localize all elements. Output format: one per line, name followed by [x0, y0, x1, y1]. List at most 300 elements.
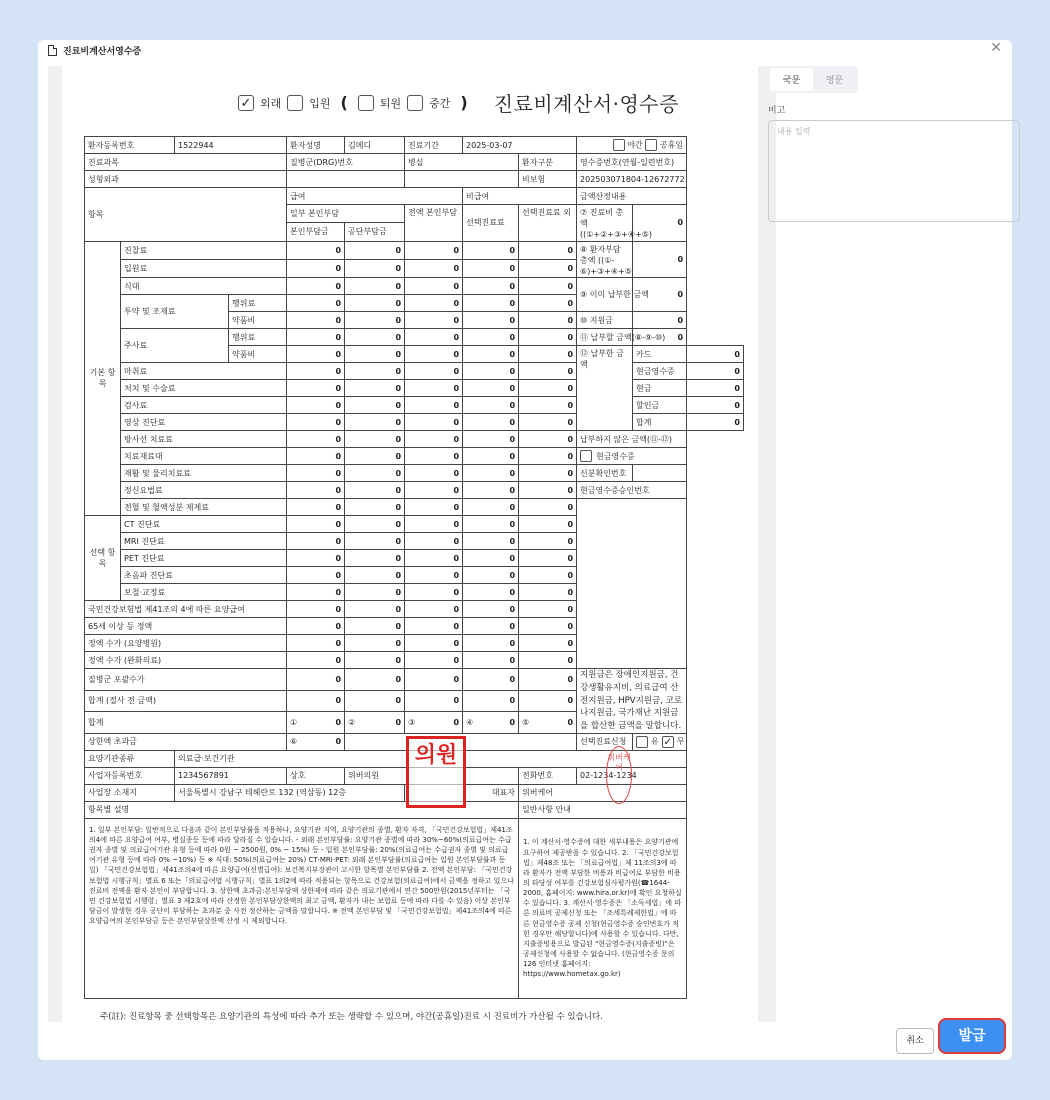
item-row — [85, 414, 744, 431]
amount-cell: 0 — [345, 499, 405, 516]
representative-label: 대표자 — [405, 784, 519, 801]
business-name-value: 위버의원 — [345, 767, 519, 784]
item-desc-label: 항목별 설명 — [85, 801, 519, 818]
patient-name-value: 김메디 — [345, 137, 405, 154]
amount-cell: 0 — [405, 516, 463, 533]
card-label: 카드 — [633, 346, 687, 363]
amount-cell: 0 — [519, 380, 577, 397]
amount-cell: 0 — [287, 635, 345, 652]
amount-cell: 0 — [345, 312, 405, 329]
disc-label: 할인금 — [633, 397, 687, 414]
item-label: 식대 — [121, 278, 287, 295]
amount-cell: 0 — [519, 278, 577, 295]
amount-cell: 0 — [463, 499, 519, 516]
amount-cell: 0 — [463, 584, 519, 601]
outpatient-label: 외래 — [260, 96, 282, 110]
amount-cell: 0 — [463, 550, 519, 567]
amount-cell: 0 — [287, 448, 345, 465]
type-label: 환자구분 — [519, 154, 577, 171]
period-label: 진료기간 — [405, 137, 463, 154]
footnote: 주(註): 진료항목 중 선택항목은 요양기관의 특성에 따라 추가 또는 생략할 수 있으며, 야간(공휴일)진료 시 진료비가 가산될 수 있습니다. — [100, 1012, 603, 1022]
amount-cell: 0 — [405, 550, 463, 567]
amount-cell: 0 — [345, 414, 405, 431]
sum-label: 합계 — [633, 414, 687, 431]
clinic-seal-stamp — [406, 736, 466, 808]
amount-cell: 0 — [345, 397, 405, 414]
provider-type-label: 요양기관종류 — [85, 750, 175, 767]
amount-cell: 0 — [345, 241, 405, 259]
close-icon[interactable]: ✕ — [990, 40, 1002, 56]
amount-cell: 0 — [345, 278, 405, 295]
item-row — [85, 448, 744, 465]
amount-cell: 0 — [463, 567, 519, 584]
blank-cell — [577, 499, 687, 669]
receipt-table — [84, 136, 744, 999]
inpatient-checkbox[interactable] — [287, 95, 303, 111]
amount-cell: 0 — [519, 635, 577, 652]
cr-value: 0 — [687, 363, 744, 380]
item-label: 질병군 포괄수가 — [85, 669, 287, 691]
amount-cell: 0 — [405, 669, 463, 691]
amount-cell: 0 — [287, 414, 345, 431]
select-apply-label: 선택진료신청 — [577, 733, 633, 750]
amount-cell: 0 — [463, 397, 519, 414]
amount-cell: 0 — [287, 329, 345, 346]
amount-cell: 0 — [519, 567, 577, 584]
select-group-label: 선택 항목 — [85, 516, 121, 601]
business-name-label: 상호 — [287, 767, 345, 784]
amount-cell: 0 — [345, 533, 405, 550]
item-label: 재활 및 물리치료료 — [121, 465, 287, 482]
room-label: 병실 — [405, 154, 519, 171]
document-icon — [48, 45, 57, 56]
item-header: 항목 — [85, 188, 287, 242]
phone-value: 02-1234-1234 — [577, 767, 687, 784]
amount-cell: 0 — [463, 295, 519, 312]
amount-cell: 0 — [519, 533, 577, 550]
select-yes-checkbox[interactable] — [636, 736, 648, 748]
amount-cell: 0 — [463, 465, 519, 482]
item-label: 치료재료대 — [121, 448, 287, 465]
drg-value — [287, 171, 405, 188]
cash-receipt-check-cell — [577, 448, 687, 465]
amount-cell: 0 — [519, 690, 577, 712]
item-label: CT 진단료 — [121, 516, 287, 533]
amount-cell: 0 — [405, 618, 463, 635]
amount-cell: 0 — [463, 329, 519, 346]
amount-cell: 0 — [519, 414, 577, 431]
item-label: 약품비 — [229, 312, 287, 329]
amount-cell: 0 — [519, 618, 577, 635]
amount-cell: 0 — [405, 329, 463, 346]
item-label: 행위료 — [229, 295, 287, 312]
total-label: 합계 — [85, 712, 287, 734]
amount-cell: 0 — [345, 690, 405, 712]
preview-canvas[interactable] — [48, 66, 776, 1022]
amount-cell: 0 — [405, 652, 463, 669]
amount-cell: 0 — [405, 533, 463, 550]
item-label: 정액 수가 (요양병원) — [85, 635, 287, 652]
drg-label: 질병군(DRG)번호 — [287, 154, 405, 171]
amount-cell: 0 — [405, 690, 463, 712]
amount-cell: 0 — [463, 431, 519, 448]
amount-cell: 0 — [287, 278, 345, 295]
id-no-label: 신분확인번호 — [577, 465, 633, 482]
amount-cell: 0 — [287, 312, 345, 329]
amount-cell: 0 — [287, 652, 345, 669]
amount-cell: 0 — [519, 584, 577, 601]
calc-value: 0 — [633, 329, 687, 346]
biz-no-label: 사업자등록번호 — [85, 767, 175, 784]
amount-cell: 0 — [519, 312, 577, 329]
amount-cell: 0 — [519, 241, 577, 259]
amount-cell: 0 — [463, 669, 519, 691]
item-row — [85, 499, 744, 516]
select-no-label: 무 — [676, 737, 685, 747]
calc-label: ⑪ 납부할 금액(⑧-⑨-⑩) — [577, 329, 633, 346]
sum-value: 0 — [687, 414, 744, 431]
amount-cell: 0 — [519, 652, 577, 669]
total-mark: ⑤ — [522, 718, 530, 728]
amount-cell: 0 — [463, 448, 519, 465]
language-toggle — [768, 66, 858, 93]
basic-group-label: 기본 항목 — [85, 241, 121, 516]
total-mark: ④ — [466, 718, 474, 728]
amount-cell: 0 — [345, 584, 405, 601]
amount-cell: 0 — [287, 465, 345, 482]
item-row — [85, 482, 744, 499]
public-pay-header: 공단부담금 — [345, 223, 405, 241]
amount-cell: 0 — [287, 380, 345, 397]
calc-header: 금액산정내용 — [577, 188, 687, 205]
calc-value: 0 — [633, 278, 687, 312]
amount-cell: 0 — [519, 601, 577, 618]
tab-korean[interactable]: 국문 — [770, 68, 813, 91]
noncovered-header: 비급여 — [463, 188, 577, 205]
amount-cell: 0 — [345, 601, 405, 618]
amount-cell: 0 — [405, 312, 463, 329]
amount-cell: 0 — [463, 533, 519, 550]
amount-cell: 0 — [345, 618, 405, 635]
amount-cell: 0 — [519, 482, 577, 499]
item-label: 검사료 — [121, 397, 287, 414]
cap-value: 0 — [335, 737, 342, 747]
amount-cell: 0 — [463, 380, 519, 397]
item-label: 입원료 — [121, 259, 287, 277]
amount-cell: 0 — [287, 516, 345, 533]
amount-cell: 0 — [287, 431, 345, 448]
amount-cell: 0 — [405, 431, 463, 448]
interim-label: 중간 — [429, 96, 451, 110]
amount-cell: 0 — [345, 380, 405, 397]
amount-cell: 0 — [463, 635, 519, 652]
amount-cell: 0 — [519, 363, 577, 380]
receipt-no-label: 영수증번호(연월-일련번호) — [577, 154, 687, 171]
paren-close: ) — [460, 93, 468, 112]
cash-value: 0 — [687, 380, 744, 397]
calc-value: 0 — [633, 312, 687, 329]
item-label: 영상 진단료 — [121, 414, 287, 431]
patient-name-label: 환자성명 — [287, 137, 345, 154]
amount-cell: 0 — [287, 499, 345, 516]
amount-cell: 0 — [405, 241, 463, 259]
amount-cell: 0 — [405, 635, 463, 652]
amount-cell: 0 — [287, 295, 345, 312]
paid12-label: ⑫ 납부한 금액 — [577, 346, 633, 431]
total-value: 0 — [395, 718, 402, 728]
amount-cell: 0 — [345, 448, 405, 465]
calc-label: 현금영수증승인번호 — [577, 482, 687, 499]
address-value: 서울특별시 강남구 테헤란로 132 (역삼동) 12층 — [175, 784, 405, 801]
header-row-1 — [85, 188, 744, 205]
amount-cell: 0 — [405, 363, 463, 380]
item-label: 마취료 — [121, 363, 287, 380]
amount-cell: 0 — [519, 259, 577, 277]
holiday-checkbox[interactable] — [645, 139, 657, 151]
non-selective-header: 선택진료료 외 — [519, 205, 577, 242]
amount-cell: 0 — [463, 346, 519, 363]
amount-cell: 0 — [463, 690, 519, 712]
support-note: 지원금은 장애인지원금, 건강생활유지비, 의료급여 산전지원금, HPV지원금, 코로나지원금, 국가재난 지원금을 합산한 금액을 말합니다. — [577, 669, 687, 734]
amount-cell: 0 — [345, 635, 405, 652]
amount-cell: 0 — [519, 346, 577, 363]
amount-cell: 0 — [345, 652, 405, 669]
modal-title: 진료비계산서영수증 — [63, 46, 142, 57]
calc-label: ⑨ 이미 납부한 금액 — [577, 278, 633, 312]
item-label: MRI 진단료 — [121, 533, 287, 550]
item-row — [85, 380, 744, 397]
item-label: 진찰료 — [121, 241, 287, 259]
dept-value: 성형외과 — [85, 171, 287, 188]
amount-cell: 0 — [287, 584, 345, 601]
select-yes-label: 유 — [651, 737, 659, 747]
amount-cell: 0 — [463, 259, 519, 277]
outpatient-checkbox[interactable]: ✓ — [238, 95, 254, 111]
amount-cell: 0 — [345, 329, 405, 346]
amount-cell: 0 — [405, 295, 463, 312]
seal-stamp-text: 의원 — [414, 743, 458, 768]
amount-cell: 0 — [463, 414, 519, 431]
memo-label: 비고 — [768, 106, 786, 116]
item-rows — [85, 241, 744, 750]
total-cell — [405, 712, 463, 734]
amount-cell: 0 — [463, 482, 519, 499]
night-label: 야간 — [627, 140, 643, 150]
item-label: 국민건강보험법 제41조의 4에 따른 요양급여 — [85, 601, 287, 618]
select-no-checkbox[interactable]: ✓ — [663, 736, 672, 748]
amount-cell: 0 — [287, 397, 345, 414]
id-no-value — [633, 465, 687, 482]
item-row — [85, 431, 744, 448]
amount-cell: 0 — [519, 516, 577, 533]
total-mark: ① — [290, 718, 298, 728]
amount-cell: 0 — [345, 516, 405, 533]
document-title: 진료비계산서·영수증 — [493, 92, 679, 116]
calc-label: ⑧ 환자부담 총액 ((①-⑥)+③+④+⑤ — [577, 241, 633, 278]
calc-total7-value: 0 — [633, 205, 687, 242]
amount-cell: 0 — [463, 241, 519, 259]
biz-no-value: 1234567891 — [175, 767, 287, 784]
tab-english[interactable]: 영문 — [825, 76, 844, 86]
item-label: 합계 (절사 전 금액) — [85, 690, 287, 712]
amount-cell: 0 — [519, 431, 577, 448]
amount-cell: 0 — [405, 448, 463, 465]
amount-cell: 0 — [345, 465, 405, 482]
amount-cell: 0 — [287, 601, 345, 618]
issue-button[interactable]: 발급 — [938, 1018, 1006, 1054]
side-panel — [768, 66, 1000, 222]
modal-header — [48, 42, 141, 58]
cr-label: 현금영수증 — [633, 363, 687, 380]
amount-cell: 0 — [345, 550, 405, 567]
amount-cell: 0 — [405, 346, 463, 363]
item-desc-notes: 1. 일부 본인부담: 일반적으로 다음과 같이 본인부담률을 적용하나, 요양기관 지역, 요양기관의 종별, 환자 자격, 「국민건강보험법」제41조의4에 따른 요양급여 여부, 병실종등 등에 따라 달라질 수 있습니다. - 외래 본인부담률: 요양기관 종별에 따라 30%~60%(의료급여는 수급권자 종별 및 의료급여기관 유형 등에 따라 0원 ~ 2500원, 0% ~ 15%) 등 - 입원 본인부담률: 20%(의료급여는 수급권자 종별 및 의료급여기관 유형 등에 따라 0% ~10%) 등 ※ 식대: 50%(의료급여는 20%) CT·MRI·PET: 외래 본인부담률(의료급여는 입원 본인부담률과 동일) 「국민건강보험법」제41조의4에 따른 요양급여(선별급여): 보건복지부장관이 고시한 항목별 본인부담률 2. 전액 본인부담: 「국민건강보험법 시행규칙」별표 6 또는「의료급여법 시행규칙」별표 1의2에 따라 적용되는 항목으로 건강보험(의료급여)에서 금액을 정하고 있으나 진료비 전액을 환자 본인이 부담합니다. 3. 상한액 초과금:본인부담액 상한제에 따라 같은 의료기관에서 연간 500만원(2015년부터는 「국민 건강보험법 시행령」별표 3 제2호에 따라 산정한 본인부담상한액의 최고 금액, 환자가 내는 보험료 등에 따라 다를 수 있음) 이상 본인부담금이 발생한 경우 공단이 부담하는 초과분 중 사전 정산하는 금액을 말합니다. ※ 전액 본인부담 및 「국민건강보험법」제41조의4에 따른 요양급여의 본인부담금 등은 본인부담상한액 산정 시 제외합니다. — [85, 818, 519, 998]
amount-cell: 0 — [405, 414, 463, 431]
item-label: 65세 이상 등 정액 — [85, 618, 287, 635]
item-label: 처치 및 수술료 — [121, 380, 287, 397]
notes-row — [85, 818, 744, 998]
full-header: 전액 본인부담 — [405, 205, 463, 242]
amount-cell: 0 — [519, 550, 577, 567]
cap-label: 상한액 초과금 — [85, 733, 287, 750]
amount-cell: 0 — [287, 482, 345, 499]
amount-cell: 0 — [405, 482, 463, 499]
night-checkbox[interactable] — [613, 139, 625, 151]
item-row — [85, 397, 744, 414]
room-value — [405, 171, 519, 188]
amount-cell: 0 — [405, 380, 463, 397]
type-value: 비보험 — [519, 171, 577, 188]
receipt-modal — [38, 40, 1012, 1060]
amount-cell: 0 — [463, 363, 519, 380]
dept-label: 진료과목 — [85, 154, 287, 171]
discharge-checkbox[interactable] — [358, 95, 374, 111]
total-value: 0 — [509, 718, 516, 728]
amount-cell: 0 — [345, 482, 405, 499]
patient-row-3 — [85, 171, 744, 188]
partial-header: 일부 본인부담 — [287, 205, 405, 223]
amount-cell: 0 — [405, 397, 463, 414]
holiday-label: 공휴일 — [659, 140, 684, 150]
item-row — [85, 241, 744, 259]
amount-cell: 0 — [345, 669, 405, 691]
calc-total7-label: ⑦ 진료비 총액 ((①+②+③+④+⑤) — [577, 205, 633, 242]
amount-cell: 0 — [519, 499, 577, 516]
amount-cell: 0 — [345, 346, 405, 363]
amount-cell: 0 — [463, 652, 519, 669]
amount-cell: 0 — [287, 363, 345, 380]
night-holiday-cell — [577, 137, 687, 154]
period-value: 2025-03-07 — [463, 137, 577, 154]
total-mark: ② — [348, 718, 356, 728]
amount-cell: 0 — [405, 465, 463, 482]
item-label: 초음파 진단료 — [121, 567, 287, 584]
cancel-button[interactable]: 취소 — [896, 1028, 934, 1054]
reg-no-label: 환자등록번호 — [85, 137, 175, 154]
representative-value: 위버케어 — [519, 784, 687, 801]
total-value: 0 — [567, 718, 574, 728]
amount-cell: 0 — [463, 618, 519, 635]
amount-cell: 0 — [519, 465, 577, 482]
receipt-paper — [62, 66, 758, 1022]
total-value: 0 — [335, 718, 342, 728]
patient-row-2 — [85, 154, 744, 171]
amount-cell: 0 — [405, 278, 463, 295]
calc-label: 납부하지 않은 금액(⑪-⑫) — [577, 431, 687, 448]
address-label: 사업장 소재지 — [85, 784, 175, 801]
drug-label: 투약 및 조제료 — [121, 295, 229, 329]
amount-cell: 0 — [287, 533, 345, 550]
amount-cell: 0 — [345, 259, 405, 277]
amount-cell: 0 — [405, 567, 463, 584]
cash-label: 현금 — [633, 380, 687, 397]
general-guide-label: 일반사항 안내 — [519, 801, 687, 818]
item-row — [85, 363, 744, 380]
self-pay-header: 본인부담금 — [287, 223, 345, 241]
cap-mark: ⑥ — [290, 737, 298, 747]
amount-cell: 0 — [287, 241, 345, 259]
extra-row — [85, 669, 744, 691]
item-label: PET 진단료 — [121, 550, 287, 567]
interim-checkbox[interactable] — [407, 95, 423, 111]
patient-row-1 — [85, 137, 744, 154]
amount-cell: 0 — [345, 295, 405, 312]
item-row — [85, 278, 744, 295]
item-label: 보철·교정료 — [121, 584, 287, 601]
amount-cell: 0 — [519, 448, 577, 465]
item-label: 행위료 — [229, 329, 287, 346]
amount-cell: 0 — [405, 584, 463, 601]
inpatient-label: 입원 — [309, 96, 331, 110]
representative-seal: 위버케어 — [606, 746, 632, 804]
visit-type-row — [238, 88, 679, 117]
total-mark: ③ — [408, 718, 416, 728]
injection-label: 주사료 — [121, 329, 229, 363]
amount-cell: 0 — [345, 431, 405, 448]
amount-cell: 0 — [405, 601, 463, 618]
memo-input[interactable]: 내용 입력 — [768, 120, 1020, 222]
provider-type-value: 의료급·보건기관 — [175, 750, 687, 767]
amount-cell: 0 — [287, 346, 345, 363]
phone-label: 전화번호 — [519, 767, 577, 784]
item-label: 정신요법료 — [121, 482, 287, 499]
total-cell — [519, 712, 577, 734]
amount-cell: 0 — [519, 397, 577, 414]
cash-receipt-checkbox[interactable] — [580, 450, 592, 462]
item-label: 정액 수가 (완화의료) — [85, 652, 287, 669]
calc-value: 0 — [633, 241, 687, 278]
item-label: 약품비 — [229, 346, 287, 363]
amount-cell: 0 — [463, 516, 519, 533]
amount-cell: 0 — [287, 669, 345, 691]
amount-cell: 0 — [405, 499, 463, 516]
card-value: 0 — [687, 346, 744, 363]
paren-open: ( — [340, 93, 348, 112]
amount-cell: 0 — [345, 567, 405, 584]
selective-header: 선택진료료 — [463, 205, 519, 242]
general-guide-notes: 1. 이 계산서·영수증에 대한 세부내용은 요양기관에 요구하여 제공받을 수 있습니다. 2. 「국민건강보험법」제48조 또는 「의료급여법」제 11조의3에 따라 환자가 전액 부담한 비용과 비급여로 부담한 비용의 타당성 여부를 건강보험심사평가원(☎1644-2000, 홈페이지: www.hira.or.kr)에 확인 요청하실 수 있습니다. 3. 계산서·영수증은 「소득세법」에 따른 의료비 공제신청 또는 「조세특례제한법」에 따른 현금영수증 공제 신청(현금영수증 승인번호가 적힌 경우만 해당합니다)에 사용할 수 있습니다. 다만, 지출증빙용으로 발급된 "현금영수증(지출증빙)"은 공제신청에 사용할 수 없습니다. (현금영수증 문의126 인터넷 홈페이지: https://www.hometax.go.kr) — [519, 818, 687, 998]
discharge-label: 퇴원 — [379, 96, 402, 110]
disc-value: 0 — [687, 397, 744, 414]
total-cell — [287, 712, 345, 734]
item-row — [85, 329, 744, 346]
total-cell — [345, 712, 405, 734]
amount-cell: 0 — [463, 312, 519, 329]
receipt-no-value: 202503071804-12672772 — [577, 171, 687, 188]
amount-cell: 0 — [345, 363, 405, 380]
item-label: 방사선 치료료 — [121, 431, 287, 448]
reg-no-value: 1522944 — [175, 137, 287, 154]
